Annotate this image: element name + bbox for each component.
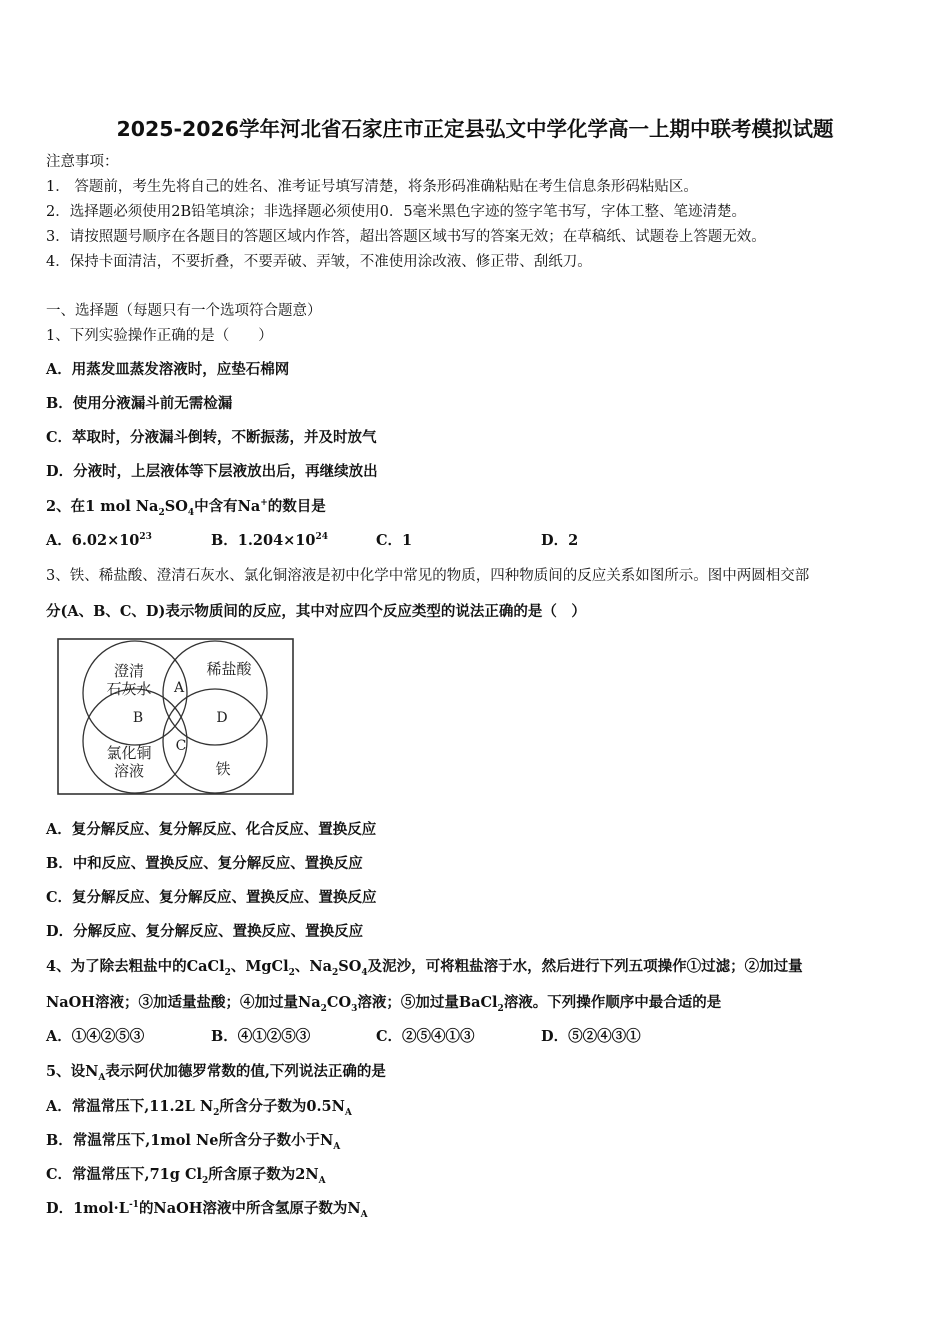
region-d: D — [216, 710, 228, 726]
label-iron: 铁 — [215, 760, 231, 778]
label-limewater-1: 澄清 — [113, 662, 145, 680]
notice-item-4: 4．保持卡面清洁，不要折叠，不要弄破、弄皱，不准使用涂改液、修正带、刮纸刀。 — [46, 254, 592, 270]
q1-stem: 1、下列实验操作正确的是（ ） — [46, 328, 273, 344]
q3-stem-line1: 3、铁、稀盐酸、澄清石灰水、氯化铜溶液是初中化学中常见的物质，四种物质间的反应关系如图所示。图中两圆相交部 — [46, 568, 810, 584]
q1-option-d: D．分液时，上层液体等下层液放出后，再继续放出 — [46, 463, 378, 480]
q2-options — [46, 531, 578, 551]
notice-heading: 注意事项： — [46, 154, 119, 170]
notice-item-2: 2．选择题必须使用2B铅笔填涂；非选择题必须使用0．5毫米黑色字迹的签字笔书写，字体工整、笔迹清楚。 — [46, 204, 747, 220]
region-c: C — [175, 738, 187, 754]
label-copper-chloride-1: 氯化铜 — [106, 744, 152, 762]
q2-option-b: B．$1.204\times 10^{24}$ — [211, 532, 329, 549]
q3-option-d: D．分解反应、复分解反应、置换反应、置换反应 — [46, 923, 364, 940]
q2-option-a: A．$6.02\times 10^{23}$ — [46, 532, 152, 549]
q2-stem: 2、在1 mol $Na_2SO_4$中含有Na+的数目是 — [46, 498, 326, 518]
q4-option-a: A．①④②⑤③ — [46, 1028, 145, 1045]
q3-option-b: B．中和反应、置换反应、复分解反应、置换反应 — [46, 855, 363, 872]
q4-option-c: C．②⑤④①③ — [376, 1028, 475, 1045]
q5-option-c: C．常温常压下,71g $Cl_2$所含原子数为$2N_A$ — [46, 1166, 326, 1186]
q4-option-b: B．④①②⑤③ — [211, 1028, 311, 1045]
q4-options — [46, 1027, 641, 1047]
q4-stem-line1: 4、为了除去粗盐中的CaCl$_2$、MgCl$_2$、$Na_2SO_4$及泥沙，可将粗盐溶于水，然后进行下列五项操作①过滤；②加过量 — [46, 958, 803, 978]
q3-option-a: A．复分解反应、复分解反应、化合反应、置换反应 — [46, 821, 377, 838]
q2-option-c: C．1 — [376, 532, 413, 549]
q4-stem-line2: NaOH溶液；③加适量盐酸；④加过量$Na_2CO_3$溶液；⑤加过量BaCl$_2$溶液。下列操作顺序中最合适的是 — [46, 994, 722, 1014]
q3-option-c: C．复分解反应、复分解反应、置换反应、置换反应 — [46, 889, 377, 906]
q4-option-d: D．⑤②④③① — [541, 1028, 641, 1045]
q5-option-d: D．$1mol\cdot L^{-1}$的NaOH溶液中所含氢原子数为$N_A$ — [46, 1200, 368, 1220]
section-heading: 一、选择题（每题只有一个选项符合题意） — [46, 303, 322, 319]
label-limewater-2: 石灰水 — [106, 680, 152, 698]
region-a: A — [173, 680, 185, 696]
region-b: B — [132, 710, 144, 726]
label-copper-chloride-2: 溶液 — [113, 762, 145, 780]
notice-item-3: 3．请按照题号顺序在各题目的答题区域内作答，超出答题区域书写的答案无效；在草稿纸、试题卷上答题无效。 — [46, 229, 766, 245]
q5-stem: 5、设$N_A$表示阿伏加德罗常数的值,下列说法正确的是 — [46, 1063, 386, 1083]
label-hydrochloric-acid: 稀盐酸 — [206, 660, 252, 678]
q1-option-c: C．萃取时，分液漏斗倒转，不断振荡，并及时放气 — [46, 429, 377, 446]
venn-diagram — [57, 638, 294, 795]
notice-item-1: 1． 答题前，考生先将自己的姓名、准考证号填写清楚，将条形码准确粘贴在考生信息条形码粘贴区。 — [46, 179, 698, 195]
q2-option-d: D．2 — [541, 532, 579, 549]
q5-option-a: A．常温常压下,11.2L $N_2$所含分子数为$0.5N_A$ — [46, 1098, 352, 1118]
q3-stem-line2: 分(A、B、C、D)表示物质间的反应，其中对应四个反应类型的说法正确的是（ ） — [46, 603, 586, 620]
q1-option-a: A．用蒸发皿蒸发溶液时，应垫石棉网 — [46, 361, 290, 378]
q5-option-b: B．常温常压下,1mol Ne所含分子数小于$N_A$ — [46, 1132, 341, 1152]
q1-option-b: B．使用分液漏斗前无需检漏 — [46, 395, 233, 412]
page-title: 2025-2026学年河北省石家庄市正定县弘文中学化学高一上期中联考模拟试题 — [116, 117, 834, 141]
